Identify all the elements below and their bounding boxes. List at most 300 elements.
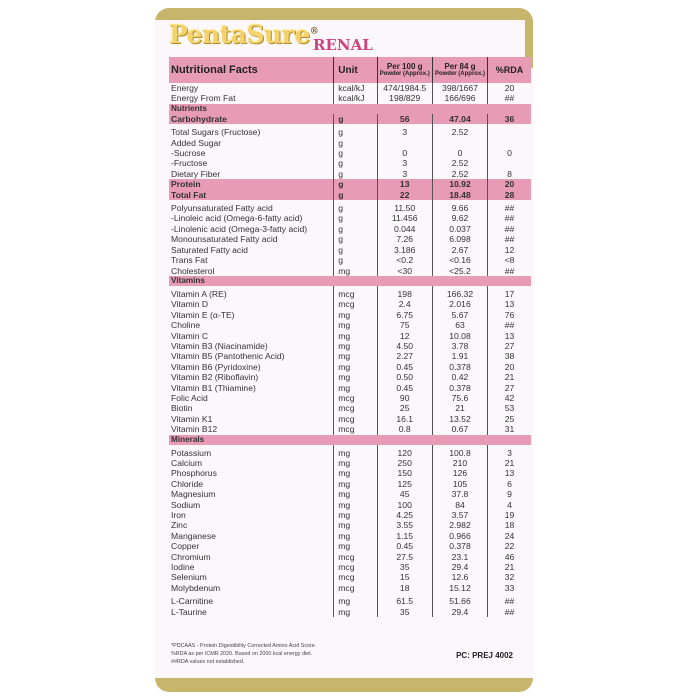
nutrient-name: Monounsaturated Fatty acid: [171, 234, 278, 245]
nutrient-name: Saturated Fatty acid: [171, 244, 248, 255]
unit-cell: mcg: [334, 393, 377, 403]
section-label: Nutrients: [169, 104, 531, 114]
per-84g-value: 13.52: [432, 414, 487, 424]
per-84g-value: 29.4: [432, 607, 487, 617]
unit-cell: mcg: [334, 562, 377, 572]
per-100g-value: 11.456: [377, 213, 432, 223]
rda-value: ##: [488, 266, 531, 276]
table-row: [169, 351, 531, 361]
rda-value: 20: [488, 179, 531, 189]
nutrient-name: Vitamin A (RE): [171, 288, 227, 299]
per-84g-value: 23.1: [432, 552, 487, 562]
unit-cell: mg: [334, 520, 377, 530]
nutrient-name: Vitamin B12: [171, 424, 218, 435]
rda-value: 21: [488, 458, 531, 468]
per-100g-value: 0.044: [377, 224, 432, 234]
rda-value: ##: [488, 203, 531, 213]
per-100g-value: 18: [377, 583, 432, 593]
unit-cell: mcg: [334, 403, 377, 413]
rda-value: 76: [488, 310, 531, 320]
unit-cell: mg: [334, 468, 377, 478]
table-row: [169, 510, 531, 520]
per-84g-value: 0.42: [432, 372, 487, 382]
rda-value: [488, 158, 531, 168]
unit-cell: mcg: [334, 414, 377, 424]
rda-value: ##: [488, 596, 531, 606]
rda-value: 21: [488, 562, 531, 572]
per-100g-value: 0.50: [377, 372, 432, 382]
footnotes: [171, 642, 316, 666]
per-84g-value: 51.66: [432, 596, 487, 606]
per-100g-value: [377, 138, 432, 148]
table-row: [169, 596, 531, 606]
per-100g-value: 250: [377, 458, 432, 468]
nutrient-name: Total Fat: [169, 190, 334, 200]
table-row: [169, 552, 531, 562]
unit-cell: g: [334, 114, 377, 124]
per-84g-value: 3.78: [432, 341, 487, 351]
table-row: [169, 424, 531, 434]
per-84g-value: <25.2: [432, 266, 487, 276]
per-100g-value: <0.2: [377, 255, 432, 265]
section-label: Vitamins: [169, 276, 531, 286]
table-row: [169, 583, 531, 593]
unit-cell: mg: [334, 541, 377, 551]
per-100g-value: 0.45: [377, 383, 432, 393]
per-100g-value: 22: [377, 190, 432, 200]
nutrient-name: Iron: [171, 510, 186, 521]
per-100g-value: 120: [377, 448, 432, 458]
nutrient-name: Polyunsaturated Fatty acid: [171, 203, 273, 214]
table-row: [169, 383, 531, 393]
nutrient-name: Trans Fat: [171, 255, 208, 266]
rda-value: 3: [488, 448, 531, 458]
per-100g-value: 0.45: [377, 541, 432, 551]
label-panel: [155, 8, 533, 692]
per-100g-value: 15: [377, 572, 432, 582]
rda-value: 42: [488, 393, 531, 403]
unit-cell: g: [334, 138, 377, 148]
nutrient-name: Chloride: [171, 478, 204, 489]
nutrient-name: Vitamin B1 (Thiamine): [171, 382, 256, 393]
section-header: [169, 104, 531, 114]
table-row: [169, 310, 531, 320]
nutrient-name: Dietary Fiber: [171, 168, 221, 179]
rda-value: 0: [488, 148, 531, 158]
table-row: [169, 255, 531, 265]
unit-cell: mcg: [334, 289, 377, 299]
per-84g-value: 10.08: [432, 331, 487, 341]
rda-value: ##: [488, 607, 531, 617]
per-84g-value: 398/1667: [432, 83, 487, 93]
rda-value: 27: [488, 341, 531, 351]
unit-cell: g: [334, 255, 377, 265]
unit-cell: mg: [334, 320, 377, 330]
nutrient-name: -Sucrose: [171, 148, 206, 159]
unit-cell: g: [334, 245, 377, 255]
rda-value: 25: [488, 414, 531, 424]
per-84g-value: 0.67: [432, 424, 487, 434]
unit-cell: mg: [334, 310, 377, 320]
per-84g-value: 3.57: [432, 510, 487, 520]
per-100g-value: 4.25: [377, 510, 432, 520]
per-84g-value: 15.12: [432, 583, 487, 593]
per-84g-value: 0.037: [432, 224, 487, 234]
nutrient-name: Folic Acid: [171, 392, 208, 403]
per-100g-value: <30: [377, 266, 432, 276]
nutrition-table: [169, 57, 531, 617]
table-row: [169, 158, 531, 168]
table-row: [169, 468, 531, 478]
unit-cell: mg: [334, 531, 377, 541]
per-84g-value: 210: [432, 458, 487, 468]
nutrient-name: Choline: [171, 320, 201, 331]
rda-value: 21: [488, 372, 531, 382]
nutrient-name: -Fructose: [171, 158, 208, 169]
per-100g-value: 3: [377, 127, 432, 137]
per-84g-value: 12.6: [432, 572, 487, 582]
rda-value: 20: [488, 83, 531, 93]
per-84g-value: 63: [432, 320, 487, 330]
table-row: [169, 289, 531, 299]
unit-cell: mg: [334, 362, 377, 372]
nutrient-name: Vitamin B6 (Pyridoxine): [171, 361, 261, 372]
unit-cell: mg: [334, 372, 377, 382]
rda-value: 12: [488, 245, 531, 255]
per-84g-value: 126: [432, 468, 487, 478]
table-row: [169, 520, 531, 530]
header-unit: Unit: [334, 57, 377, 83]
nutrient-name: Phosphorus: [171, 468, 217, 479]
nutrient-name: Total Sugars (Fructose): [171, 127, 261, 138]
nutrient-name: Calcium: [171, 458, 203, 468]
table-row: [169, 341, 531, 351]
rda-value: 17: [488, 289, 531, 299]
per-100g-value: 1.15: [377, 531, 432, 541]
table-row: [169, 148, 531, 158]
rda-value: 36: [488, 114, 531, 124]
unit-cell: g: [334, 213, 377, 223]
table-row: [169, 127, 531, 137]
nutrient-name: Carbohydrate: [169, 114, 334, 124]
table-row: [169, 541, 531, 551]
header-name: Nutritional Facts: [169, 57, 334, 83]
per-100g-value: 0.8: [377, 424, 432, 434]
unit-cell: mg: [334, 479, 377, 489]
rda-value: ##: [488, 320, 531, 330]
per-84g-value: 47.04: [432, 114, 487, 124]
table-row: [169, 213, 531, 223]
unit-cell: g: [334, 179, 377, 189]
per-84g-value: 21: [432, 403, 487, 413]
per-84g-value: 75.6: [432, 393, 487, 403]
unit-cell: mg: [334, 607, 377, 617]
per-100g-value: 2.27: [377, 351, 432, 361]
per-84g-value: 100.8: [432, 448, 487, 458]
rda-value: [488, 127, 531, 137]
per-84g-value: 166.32: [432, 289, 487, 299]
unit-cell: mg: [334, 448, 377, 458]
per-100g-value: 12: [377, 331, 432, 341]
unit-cell: g: [334, 169, 377, 179]
nutrient-name: Vitamin D: [171, 299, 209, 310]
rda-value: 32: [488, 572, 531, 582]
unit-cell: mcg: [334, 424, 377, 434]
table-row: [169, 203, 531, 213]
table-row: [169, 245, 531, 255]
per-100g-value: 16.1: [377, 414, 432, 424]
table-row: [169, 234, 531, 244]
per-84g-value: 2.016: [432, 299, 487, 309]
product-code: PC: PREJ 4002: [456, 651, 513, 660]
table-row: [169, 320, 531, 330]
table-row: [169, 393, 531, 403]
unit-cell: g: [334, 190, 377, 200]
unit-cell: mg: [334, 500, 377, 510]
table-row: [169, 224, 531, 234]
table-row: [169, 362, 531, 372]
table-row: [169, 479, 531, 489]
per-100g-value: 11.50: [377, 203, 432, 213]
header-per-84g: Per 84 g Powder (Approx.): [432, 57, 487, 83]
table-row: [169, 572, 531, 582]
per-100g-value: 198/829: [377, 93, 432, 103]
per-100g-value: 35: [377, 607, 432, 617]
per-84g-value: 29.4: [432, 562, 487, 572]
per-84g-value: 0: [432, 148, 487, 158]
per-100g-value: 198: [377, 289, 432, 299]
rda-value: 22: [488, 541, 531, 551]
nutrient-name: Vitamin K1: [171, 413, 213, 424]
rda-value: 33: [488, 583, 531, 593]
unit-cell: mcg: [334, 552, 377, 562]
unit-cell: mg: [334, 351, 377, 361]
per-84g-value: 0.378: [432, 362, 487, 372]
per-84g-value: 0.378: [432, 541, 487, 551]
unit-cell: g: [334, 127, 377, 137]
nutrient-name: Sodium: [171, 499, 201, 510]
rda-value: 13: [488, 468, 531, 478]
table-row: [169, 179, 531, 189]
per-84g-value: 18.48: [432, 190, 487, 200]
rda-value: [488, 138, 531, 148]
nutrient-name: Manganese: [171, 530, 216, 541]
per-84g-value: 2.52: [432, 169, 487, 179]
per-100g-value: 0: [377, 148, 432, 158]
table-row: [169, 414, 531, 424]
per-84g-value: 0.378: [432, 383, 487, 393]
rda-value: 20: [488, 362, 531, 372]
table-row: [169, 299, 531, 309]
per-84g-value: 2.67: [432, 245, 487, 255]
table-row: [169, 114, 531, 124]
per-84g-value: 6.098: [432, 234, 487, 244]
rda-value: ##: [488, 224, 531, 234]
nutrient-name: -Linoleic acid (Omega-6-fatty acid): [171, 213, 303, 224]
per-84g-value: 84: [432, 500, 487, 510]
nutrient-name: Selenium: [171, 572, 207, 583]
nutrient-name: Vitamin C: [171, 330, 209, 341]
per-84g-value: 2.982: [432, 520, 487, 530]
footnote: %RDA as per ICMR 2020. Based on 2000 kcal energy diet.: [171, 651, 313, 657]
per-100g-value: 90: [377, 393, 432, 403]
nutrient-name: Chromium: [171, 551, 211, 562]
unit-cell: mcg: [334, 572, 377, 582]
rda-value: 31: [488, 424, 531, 434]
per-100g-value: 3: [377, 169, 432, 179]
table-header: [169, 57, 531, 83]
table-row: [169, 83, 531, 93]
rda-value: 6: [488, 479, 531, 489]
nutrient-name: Energy: [171, 83, 199, 93]
per-100g-value: 0.45: [377, 362, 432, 372]
header-rda: %RDA: [488, 57, 531, 83]
per-100g-value: 4.50: [377, 341, 432, 351]
nutrient-name: Zinc: [171, 520, 188, 531]
per-100g-value: 2.4: [377, 299, 432, 309]
nutrient-name: Energy From Fat: [171, 93, 236, 104]
table-row: [169, 93, 531, 103]
table-row: [169, 448, 531, 458]
unit-cell: mg: [334, 596, 377, 606]
per-100g-value: 45: [377, 489, 432, 499]
table-row: [169, 266, 531, 276]
rda-value: 4: [488, 500, 531, 510]
unit-cell: mg: [334, 458, 377, 468]
nutrient-name: L-Taurine: [171, 606, 207, 617]
per-100g-value: 7.26: [377, 234, 432, 244]
per-100g-value: 3.55: [377, 520, 432, 530]
per-100g-value: 13: [377, 179, 432, 189]
rda-value: 19: [488, 510, 531, 520]
per-84g-value: 9.66: [432, 203, 487, 213]
rda-value: 18: [488, 520, 531, 530]
rda-value: 38: [488, 351, 531, 361]
rda-value: ##: [488, 213, 531, 223]
nutrient-name: Potassium: [171, 447, 212, 458]
per-100g-value: 25: [377, 403, 432, 413]
rda-value: 13: [488, 331, 531, 341]
per-84g-value: 166/696: [432, 93, 487, 103]
table-row: [169, 403, 531, 413]
rda-value: 8: [488, 169, 531, 179]
unit-cell: g: [334, 148, 377, 158]
gold-border-bottom: [155, 678, 533, 692]
rda-value: ##: [488, 234, 531, 244]
nutrient-name: Magnesium: [171, 489, 216, 500]
unit-cell: kcal/kJ: [334, 93, 377, 103]
nutrient-name: Vitamin B3 (Niacinamide): [171, 340, 268, 351]
nutrient-name: Protein: [169, 179, 334, 189]
rda-value: 27: [488, 383, 531, 393]
per-100g-value: 56: [377, 114, 432, 124]
table-row: [169, 531, 531, 541]
rda-value: 9: [488, 489, 531, 499]
table-row: [169, 138, 531, 148]
unit-cell: kcal/kJ: [334, 83, 377, 93]
brand-logo: PentaSure®: [169, 20, 319, 49]
unit-cell: mg: [334, 510, 377, 520]
unit-cell: g: [334, 203, 377, 213]
footnote: *PDCAAS - Protein Digestibility Corrected Amino Acid Score.: [171, 643, 317, 649]
unit-cell: mcg: [334, 299, 377, 309]
rda-value: 13: [488, 299, 531, 309]
rda-value: 24: [488, 531, 531, 541]
table-row: [169, 458, 531, 468]
footnote: ##RDA values not established.: [171, 659, 245, 665]
per-84g-value: 105: [432, 479, 487, 489]
table-row: [169, 190, 531, 200]
per-100g-value: 3.186: [377, 245, 432, 255]
nutrient-name: Vitamin E (α-TE): [171, 309, 235, 320]
per-84g-value: 2.52: [432, 158, 487, 168]
table-row: [169, 500, 531, 510]
nutrient-name: Added Sugar: [171, 137, 222, 148]
per-84g-value: 2.52: [432, 127, 487, 137]
nutrient-name: Molybdenum: [171, 582, 221, 593]
per-100g-value: 100: [377, 500, 432, 510]
per-84g-value: <0.16: [432, 255, 487, 265]
section-label: Minerals: [169, 435, 531, 445]
nutrient-name: -Linolenic acid (Omega-3-fatty acid): [171, 223, 308, 234]
per-100g-value: 27.5: [377, 552, 432, 562]
nutrient-name: Cholesterol: [171, 265, 215, 276]
unit-cell: mg: [334, 331, 377, 341]
section-header: [169, 435, 531, 445]
unit-cell: mg: [334, 489, 377, 499]
section-header: [169, 276, 531, 286]
rda-value: 28: [488, 190, 531, 200]
nutrient-name: Vitamin B2 (Riboflavin): [171, 372, 259, 383]
per-84g-value: 37.8: [432, 489, 487, 499]
rda-value: <8: [488, 255, 531, 265]
nutrient-name: L-Carnitine: [171, 596, 214, 607]
nutrient-name: Biotin: [171, 403, 193, 414]
per-100g-value: 3: [377, 158, 432, 168]
nutrient-name: Vitamin B5 (Pantothenic Acid): [171, 351, 285, 362]
unit-cell: mg: [334, 383, 377, 393]
nutrient-name: Copper: [171, 541, 200, 552]
product-variant: RENAL: [313, 36, 373, 54]
table-row: [169, 489, 531, 499]
per-100g-value: 150: [377, 468, 432, 478]
nutrient-name: Iodine: [171, 562, 195, 573]
rda-value: 53: [488, 403, 531, 413]
unit-cell: mcg: [334, 583, 377, 593]
unit-cell: g: [334, 234, 377, 244]
table-row: [169, 562, 531, 572]
unit-cell: mg: [334, 341, 377, 351]
unit-cell: g: [334, 158, 377, 168]
table-row: [169, 607, 531, 617]
unit-cell: g: [334, 224, 377, 234]
rda-value: 46: [488, 552, 531, 562]
table-row: [169, 372, 531, 382]
per-84g-value: 9.62: [432, 213, 487, 223]
per-100g-value: 6.75: [377, 310, 432, 320]
per-100g-value: 61.5: [377, 596, 432, 606]
header-per-100g: Per 100 g Powder (Approx.): [377, 57, 432, 83]
per-100g-value: 35: [377, 562, 432, 572]
gold-border-top: [155, 8, 533, 20]
per-100g-value: 474/1984.5: [377, 83, 432, 93]
per-84g-value: 0.966: [432, 531, 487, 541]
unit-cell: mg: [334, 266, 377, 276]
rda-value: ##: [488, 93, 531, 103]
per-84g-value: 10.92: [432, 179, 487, 189]
per-84g-value: [432, 138, 487, 148]
per-100g-value: 125: [377, 479, 432, 489]
